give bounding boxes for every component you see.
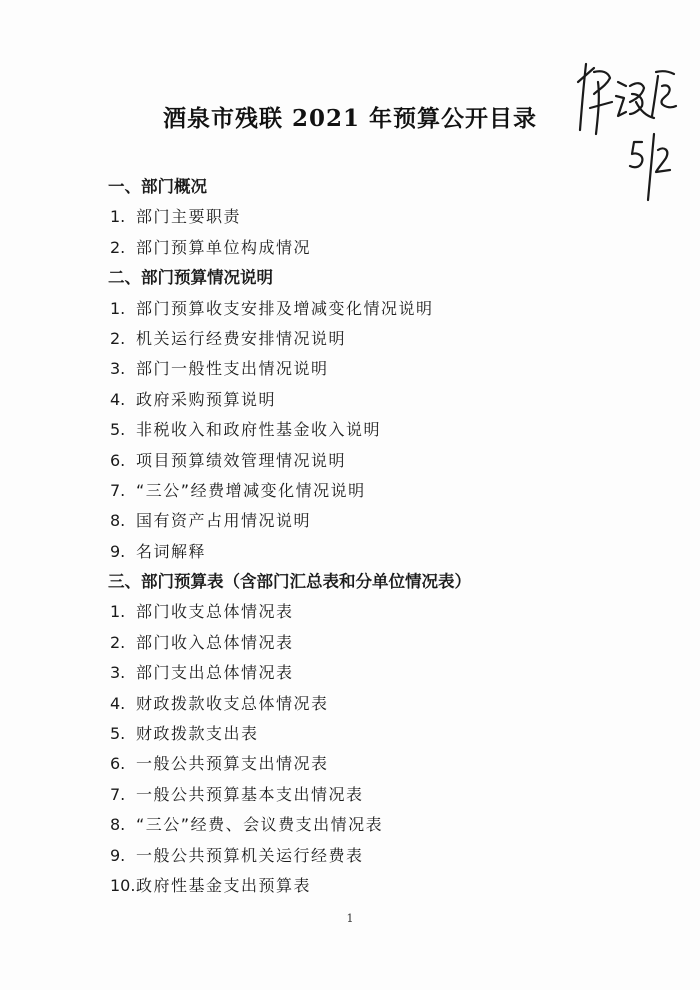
item-text: 部门一般性支出情况说明 [136, 359, 329, 379]
item-text: 部门预算收支安排及增减变化情况说明 [136, 298, 434, 318]
list-item [108, 476, 628, 506]
item-number: 1. [110, 207, 126, 227]
item-text: 政府性基金支出预算表 [136, 875, 312, 895]
item-number: 9. [110, 845, 126, 865]
list-item [108, 719, 628, 749]
item-number: 8. [110, 511, 126, 531]
item-text: 国有资产占用情况说明 [136, 511, 312, 531]
item-number: 7. [110, 784, 126, 804]
list-item [108, 415, 628, 445]
item-text: 部门主要职责 [136, 207, 242, 227]
list-item [108, 294, 628, 324]
list-item [108, 324, 628, 354]
item-number: 1. [110, 298, 126, 318]
item-number: 3. [110, 663, 126, 683]
item-text: “三公”经费、会议费支出情况表 [136, 815, 384, 835]
list-item [108, 354, 628, 384]
item-number: 7. [110, 480, 126, 500]
item-text: 政府采购预算说明 [136, 389, 277, 409]
list-item [108, 780, 628, 810]
item-number: 4. [110, 693, 126, 713]
item-number: 2. [110, 237, 126, 257]
list-item [108, 537, 628, 567]
list-item [108, 658, 628, 688]
list-item [108, 506, 628, 536]
item-text: 部门收入总体情况表 [136, 632, 294, 652]
section-heading-overview: 一、部门概况 [108, 177, 207, 196]
item-number: 5. [110, 724, 126, 744]
page-number: 1 [346, 912, 354, 925]
item-text: 部门收支总体情况表 [136, 602, 294, 622]
list-item [108, 446, 628, 476]
item-text: 财政拨款支出表 [136, 724, 259, 744]
section-heading-budget-explanation: 二、部门预算情况说明 [108, 268, 273, 288]
item-text: 部门支出总体情况表 [136, 663, 294, 683]
item-text: 一般公共预算支出情况表 [136, 754, 329, 774]
item-text: 部门预算单位构成情况 [136, 237, 312, 257]
item-number: 3. [110, 359, 126, 379]
item-text: 一般公共预算机关运行经费表 [136, 845, 364, 865]
list-item [108, 385, 628, 415]
item-number: 4. [110, 389, 126, 409]
list-item [108, 233, 628, 263]
item-text: 一般公共预算基本支出情况表 [136, 784, 364, 804]
item-number: 6. [110, 450, 126, 470]
item-text: 非税收入和政府性基金收入说明 [136, 420, 382, 440]
item-number: 6. [110, 754, 126, 774]
list-item [108, 202, 628, 232]
list-item [108, 628, 628, 658]
list-item [108, 810, 628, 840]
item-number: 1. [110, 602, 126, 622]
document-title: 酒泉市残联 2021 年预算公开目录 [162, 105, 538, 132]
item-number: 2. [110, 632, 126, 652]
list-item [108, 871, 628, 901]
item-text: 机关运行经费安排情况说明 [136, 328, 347, 348]
item-number: 10. [110, 875, 136, 895]
item-number: 2. [110, 328, 126, 348]
item-text: 名词解释 [136, 541, 207, 561]
section-heading-budget-tables: 三、部门预算表（含部门汇总表和分单位情况表） [108, 572, 471, 592]
item-number: 5. [110, 420, 126, 440]
list-item [108, 749, 628, 779]
item-number: 9. [110, 541, 126, 561]
item-text: 财政拨款收支总体情况表 [136, 693, 329, 713]
item-text: “三公”经费增减变化情况说明 [136, 480, 366, 500]
list-item [108, 841, 628, 871]
list-item [108, 689, 628, 719]
table-of-contents [108, 172, 628, 901]
item-text: 项目预算绩效管理情况说明 [136, 450, 347, 470]
list-item [108, 597, 628, 627]
item-number: 8. [110, 815, 126, 835]
